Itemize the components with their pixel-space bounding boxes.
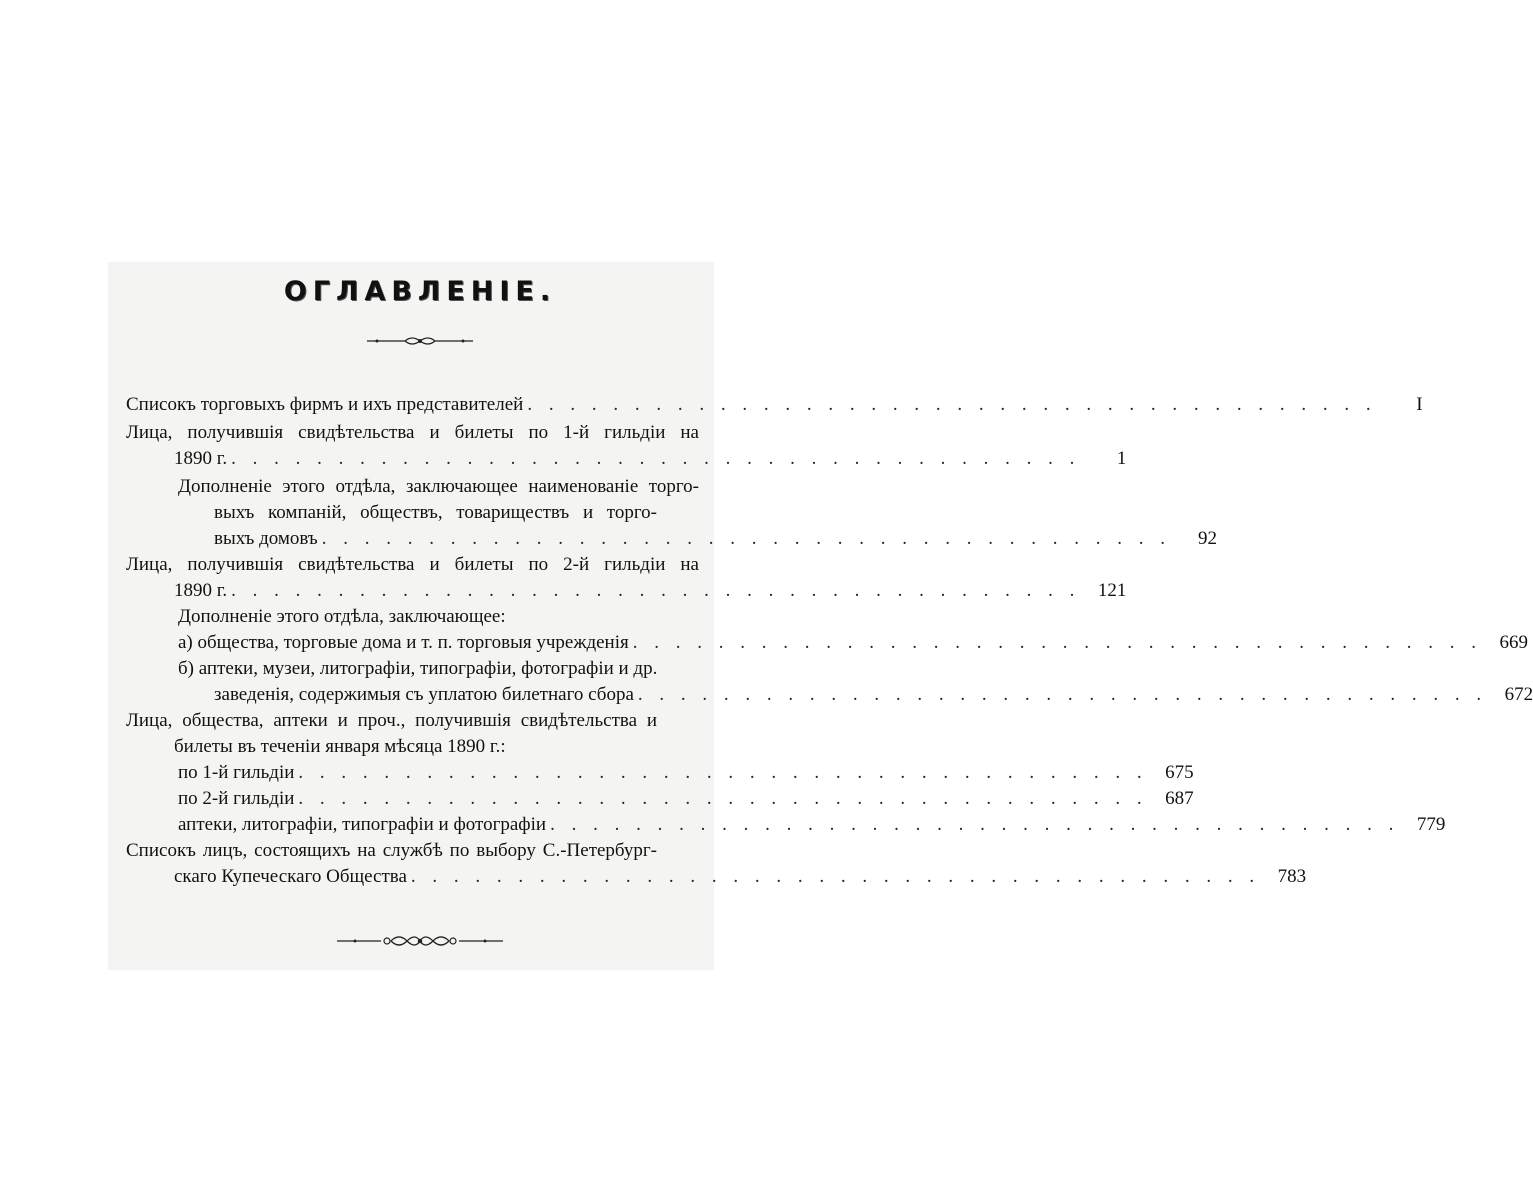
toc-entry-text: Лица, общества, аптеки и проч., получившія свидѣтельства и	[126, 710, 657, 731]
top-ornament-icon	[0, 334, 840, 353]
toc-entry	[126, 578, 1127, 604]
toc-entry-text: по 2-й гильдіи	[178, 788, 295, 809]
toc-page-number: 92	[1198, 528, 1217, 549]
dot-leader: . . . . . . . . . . . . . . . . . . . . . . . . . . . . . . . . . . . . . . . .	[527, 394, 1377, 415]
dot-leader: . . . . . . . . . . . . . . . . . . . . . . . . . . . . . . . . . . . . . . . .	[298, 788, 1148, 809]
dot-leader: . . . . . . . . . . . . . . . . . . . . . . . . . . . . . . . . . . . . . . . .	[231, 448, 1081, 469]
toc-entry	[126, 864, 1307, 890]
toc-page-number: 687	[1165, 788, 1194, 809]
toc-entry-text: 1890 г.	[174, 448, 228, 469]
toc-entry-text: Лица, получившія свидѣтельства и билеты по 1-й гильдіи на	[126, 422, 699, 443]
toc-entry	[126, 630, 1528, 656]
toc-page-number: 669	[1499, 632, 1528, 653]
toc-entry-text: а) общества, торговые дома и т. п. торговыя учрежденія	[178, 632, 629, 653]
toc-page-number: 675	[1165, 762, 1194, 783]
toc-entry-text: по 1-й гильдіи	[178, 762, 295, 783]
toc-entry	[126, 682, 1533, 708]
toc-entry-text: б) аптеки, музеи, литографіи, типографіи, фотографіи и др.	[178, 658, 658, 679]
toc-entry-text: Лица, получившія свидѣтельства и билеты по 2-й гильдіи на	[126, 554, 699, 575]
table-of-contents	[126, 392, 1533, 890]
toc-entry-text: 1890 г.	[174, 580, 228, 601]
toc-entry	[126, 526, 1217, 552]
toc-page-number: I	[1416, 394, 1423, 415]
toc-entry-text: скаго Купеческаго Общества	[174, 866, 407, 887]
dot-leader: . . . . . . . . . . . . . . . . . . . . . . . . . . . . . . . . . . . . . . . .	[298, 762, 1148, 783]
toc-entry	[126, 812, 1446, 838]
toc-page-number: 121	[1097, 580, 1127, 601]
toc-entry-text: Дополненіе этого отдѣла, заключающее наименованіе торго-	[178, 476, 699, 497]
toc-page-number: 783	[1277, 866, 1307, 887]
dot-leader: . . . . . . . . . . . . . . . . . . . . . . . . . . . . . . . . . . . . . . . .	[550, 814, 1400, 835]
page-title: ОГЛАВЛЕНІЕ.	[283, 276, 557, 307]
toc-entry-text: Дополненіе этого отдѣла, заключающее:	[178, 606, 506, 627]
dot-leader: . . . . . . . . . . . . . . . . . . . . . . . . . . . . . . . . . . . . . . . .	[321, 528, 1171, 549]
toc-entry	[126, 446, 1127, 472]
dot-leader: . . . . . . . . . . . . . . . . . . . . . . . . . . . . . . . . . . . . . . . .	[632, 632, 1482, 653]
toc-entry	[126, 786, 1194, 812]
toc-entry-text: выхъ домовъ	[214, 528, 318, 549]
toc-entry-text: аптеки, литографіи, типографіи и фотографіи	[178, 814, 547, 835]
toc-entry	[126, 392, 1423, 418]
toc-entry-text: заведенія, содержимыя съ уплатою билетнаго сбора	[214, 684, 634, 705]
toc-page-number: 1	[1116, 448, 1127, 469]
toc-entry-text: Списокъ лицъ, состоящихъ на службѣ по выбору С.-Петербург-	[126, 840, 657, 861]
toc-entry-text: выхъ компаній, обществъ, товариществъ и торго-	[214, 502, 657, 523]
dot-leader: . . . . . . . . . . . . . . . . . . . . . . . . . . . . . . . . . . . . . . . .	[231, 580, 1081, 601]
bottom-ornament-icon	[0, 933, 840, 954]
toc-entry-text: Списокъ торговыхъ фирмъ и ихъ представителей	[126, 394, 524, 415]
dot-leader: . . . . . . . . . . . . . . . . . . . . . . . . . . . . . . . . . . . . . . . .	[637, 684, 1488, 705]
dot-leader: . . . . . . . . . . . . . . . . . . . . . . . . . . . . . . . . . . . . . . . .	[410, 866, 1261, 887]
toc-page-number: 672	[1504, 684, 1533, 705]
toc-entry-text: билеты въ теченіи января мѣсяца 1890 г.:	[174, 736, 506, 757]
toc-page-number: 779	[1416, 814, 1446, 835]
toc-entry	[126, 760, 1194, 786]
